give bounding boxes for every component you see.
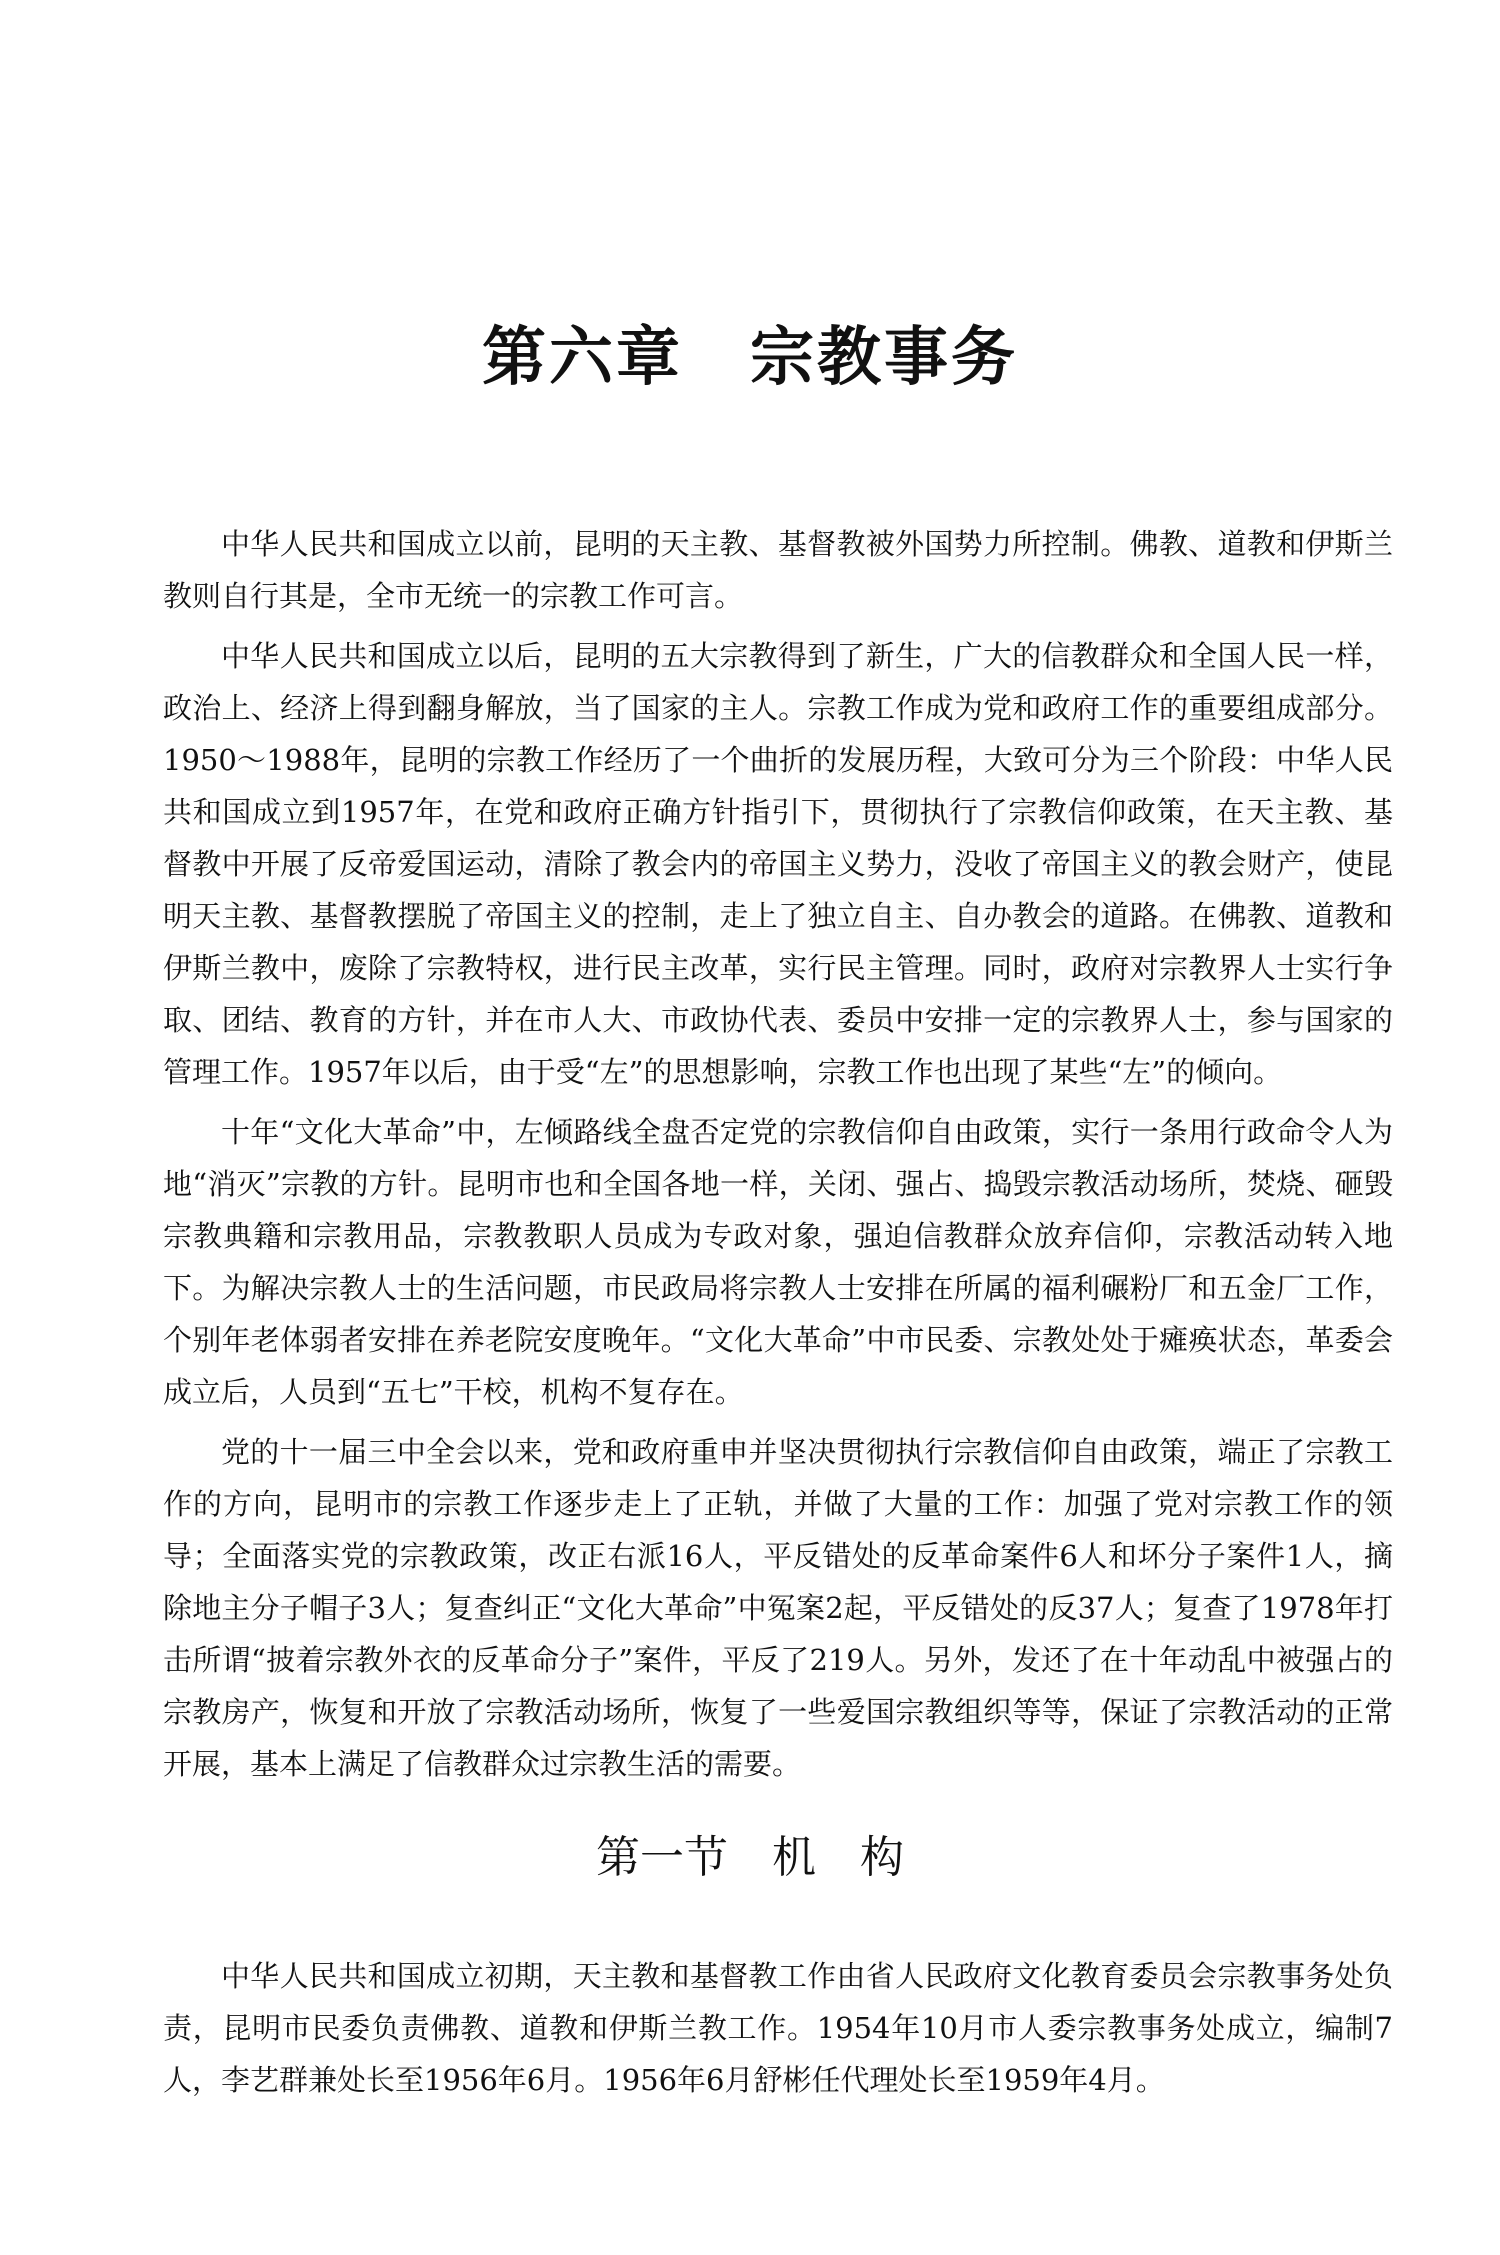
section-paragraph-1: 中华人民共和国成立初期，天主教和基督教工作由省人民政府文化教育委员会宗教事务处负责，昆明市民委负责佛教、道教和伊斯兰教工作。1954年10月市人委宗教事务处成立，编制7人，李艺群兼处长至1956年6月。1956年6月舒彬任代理处长至1959年4月。 bbox=[163, 1959, 1393, 2097]
intro-paragraph-4: 党的十一届三中全会以来，党和政府重申并坚决贯彻执行宗教信仰自由政策，端正了宗教工作的方向，昆明市的宗教工作逐步走上了正轨，并做了大量的工作：加强了党对宗教工作的领导；全面落实党的宗教政策，改正右派16人，平反错处的反革命案件6人和坏分子案件1人，摘除地主分子帽子3人；复查纠正“文化大革命”中冤案2起，平反错处的反37人；复查了1978年打击所谓“披着宗教外衣的反革命分子”案件，平反了219人。另外，发还了在十年动乱中被强占的宗教房产，恢复和开放了宗教活动场所，恢复了一些爱国宗教组织等等，保证了宗教活动的正常开展，基本上满足了信教群众过宗教生活的需要。 bbox=[163, 1435, 1393, 1781]
intro-paragraph-2: 中华人民共和国成立以后，昆明的五大宗教得到了新生，广大的信教群众和全国人民一样，政治上、经济上得到翻身解放，当了国家的主人。宗教工作成为党和政府工作的重要组成部分。1950～1988年，昆明的宗教工作经历了一个曲折的发展历程，大致可分为三个阶段：中华人民共和国成立到1957年，在党和政府正确方针指引下，贯彻执行了宗教信仰政策，在天主教、基督教中开展了反帝爱国运动，清除了教会内的帝国主义势力，没收了帝国主义的教会财产，使昆明天主教、基督教摆脱了帝国主义的控制，走上了独立自主、自办教会的道路。在佛教、道教和伊斯兰教中，废除了宗教特权，进行民主改革，实行民主管理。同时，政府对宗教界人士实行争取、团结、教育的方针，并在市人大、市政协代表、委员中安排一定的宗教界人士，参与国家的管理工作。1957年以后，由于受“左”的思想影响，宗教工作也出现了某些“左”的倾向。 bbox=[163, 639, 1393, 1089]
chapter-intro bbox=[163, 518, 1393, 1798]
section-title: 第一节 机 构 bbox=[596, 1832, 904, 1883]
chapter-title: 第六章 宗教事务 bbox=[482, 321, 1018, 395]
section-body bbox=[163, 1950, 1393, 2114]
intro-paragraph-1: 中华人民共和国成立以前，昆明的天主教、基督教被外国势力所控制。佛教、道教和伊斯兰教则自行其是，全市无统一的宗教工作可言。 bbox=[163, 527, 1393, 613]
intro-paragraph-3: 十年“文化大革命”中，左倾路线全盘否定党的宗教信仰自由政策，实行一条用行政命令人为地“消灭”宗教的方针。昆明市也和全国各地一样，关闭、强占、捣毁宗教活动场所，焚烧、砸毁宗教典籍和宗教用品，宗教教职人员成为专政对象，强迫信教群众放弃信仰，宗教活动转入地下。为解决宗教人士的生活问题，市民政局将宗教人士安排在所属的福利碾粉厂和五金厂工作，个别年老体弱者安排在养老院安度晚年。“文化大革命”中市民委、宗教处处于瘫痪状态，革委会成立后，人员到“五七”干校，机构不复存在。 bbox=[163, 1115, 1393, 1409]
